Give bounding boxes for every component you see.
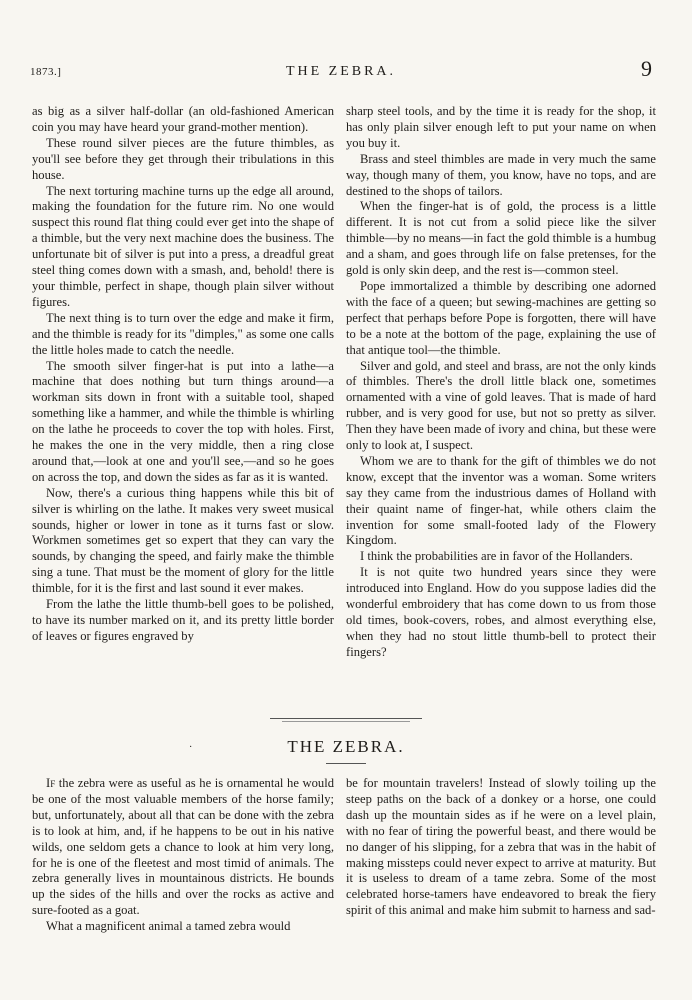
- title-rule: [326, 763, 366, 764]
- opening-word: If: [46, 776, 56, 790]
- paragraph: These round silver pieces are the future thimbles, as you'll see before they get through their tribulations in this house.: [32, 135, 334, 182]
- thimble-article-left-column: [32, 104, 334, 645]
- paragraph: I think the probabilities are in favor of the Hollanders.: [360, 549, 633, 564]
- header-year: 1873.]: [30, 66, 62, 78]
- paragraph: sharp steel tools, and by the time it is ready for the shop, it has only plain silver enough left to put your name on when you buy it.: [346, 104, 656, 150]
- paragraph: Brass and steel thimbles are made in very much the same way, though many of them, you know, have no tops, and are destined to the shops of tailors.: [346, 151, 656, 198]
- running-header: [30, 56, 652, 84]
- paragraph: as big as a silver half-dollar (an old-fashioned American coin you may have heard your grand-mother mention).: [32, 104, 334, 134]
- paragraph: be for mountain travelers! Instead of slowly toiling up the steep paths on the back of a donkey or a horse, one could dash up the mountain sides as if he were on a level plain, with no fear of tiring the powerful beast, and there would be no danger of his slipping, for a zebra that was in the habit of making missteps could never expect to arrive at maturity. But it is useless to dream of a tame zebra. Some of the most celebrated horse-tamers have endeavored to break the fiery spirit of this animal and make him submit to harness and sad-: [346, 776, 656, 918]
- thimble-article-right-column: [346, 104, 656, 661]
- paragraph: Whom we are to thank for the gift of thimbles we do not know, except that the inventor was a woman. Some writers say they came from the industrious dames of Holland with their quaint name of finger-hat, while others claim the invention for some small-footed lady of the Flowery Kingdom.: [346, 453, 656, 548]
- paragraph: It is not quite two hundred years since they were introduced into England. How do you suppose ladies did the wonderful embroidery that has come down to us from those old times, book-covers, robes, and almost everything else, when they had no stout little thumb-bell to protect their fingers?: [346, 565, 656, 659]
- paragraph: The next torturing machine turns up the edge all around, making the foundation for the future rim. No one would suspect this round flat thing could ever get into the shape of a thimble, but the very next machine does the business. The unfortunate bit of silver is put into a press, a dreadful great steel thing comes down with a smash, and, behold! there is your thimble, perfect in shape, though plain silver without figures.: [32, 183, 334, 309]
- paragraph: [32, 776, 334, 919]
- article-title: THE ZEBRA.: [287, 737, 405, 756]
- paragraph: Silver and gold, and steel and brass, are not the only kinds of thimbles. There's the droll little black one, sometimes ornamented with a vine of gold leaves. That is made of hard rubber, and is very good for use, but not so pretty as silver. Then they have been made of ivory and china, but these were only to look at, I suspect.: [346, 358, 656, 453]
- paragraph: What a magnificent animal a tamed zebra would: [46, 919, 291, 934]
- header-title: THE ZEBRA.: [285, 64, 397, 79]
- zebra-article-left-column: [32, 776, 334, 935]
- paragraph-text: the zebra were as useful as he is ornamental he would be one of the most valuable members of the horse family; but, unfortunately, about all that can be done with the zebra is to look at him, and, if he happens to be out in his native wilds, one seldom gets a chance to look at him very long, for he is one of the fleetest and most timid of animals. The zebra generally lives in mountainous districts. He bounds up the sides of the hills and over the rocks as active and sure-footed as a goat.: [32, 776, 334, 918]
- ornament-dot: ·: [189, 742, 193, 753]
- zebra-article-right-column: [346, 776, 656, 919]
- section-divider: [270, 718, 422, 719]
- paragraph: From the lathe the little thumb-bell goes to be polished, to have its number marked on it, and its pretty little border of leaves or figures engraved by: [32, 597, 334, 643]
- paragraph: Pope immortalized a thimble by describing one adorned with the face of a queen; but sewing-machines are getting so perfect that perhaps before Pope is forgotten, there will have to be a note at the bottom of the page, explaining the use of that antique tool—the thimble.: [346, 278, 656, 357]
- paragraph: The smooth silver finger-hat is put into a lathe—a machine that does nothing but turn things around—a workman sits down in front with a suitable tool, shaped something like a hammer, and while the thimble is whirling on the lathe he proceeds to cover the top with holes. First, he makes the one in the very middle, then a ring close around that,—look at one and you'll see,—and so he goes on across the top, and down the sides as far as it is wanted.: [32, 358, 334, 484]
- paragraph: When the finger-hat is of gold, the process is a little different. It is not cut from a solid piece like the silver thimble—by no means—in fact the gold thimble is a humbug and a sham, and goes through life on false pretenses, for the gold is only skin deep, and the rest is—common steel.: [346, 199, 656, 278]
- paragraph: The next thing is to turn over the edge and make it firm, and the thimble is ready for its "dimples," as some one calls the little holes made to catch the needle.: [32, 310, 334, 357]
- paragraph: Now, there's a curious thing happens while this bit of silver is whirling on the lathe. It makes very sweet musical sounds, higher or lower in tone as it turns fast or slow. Workmen sometimes get so expert that they can vary the sounds, by changing the speed, and fairly make the thimble sing a tune. That must be the moment of glory for the little thimble, for it is the first and last sound it ever makes.: [32, 485, 334, 596]
- page-number: 9: [641, 56, 652, 81]
